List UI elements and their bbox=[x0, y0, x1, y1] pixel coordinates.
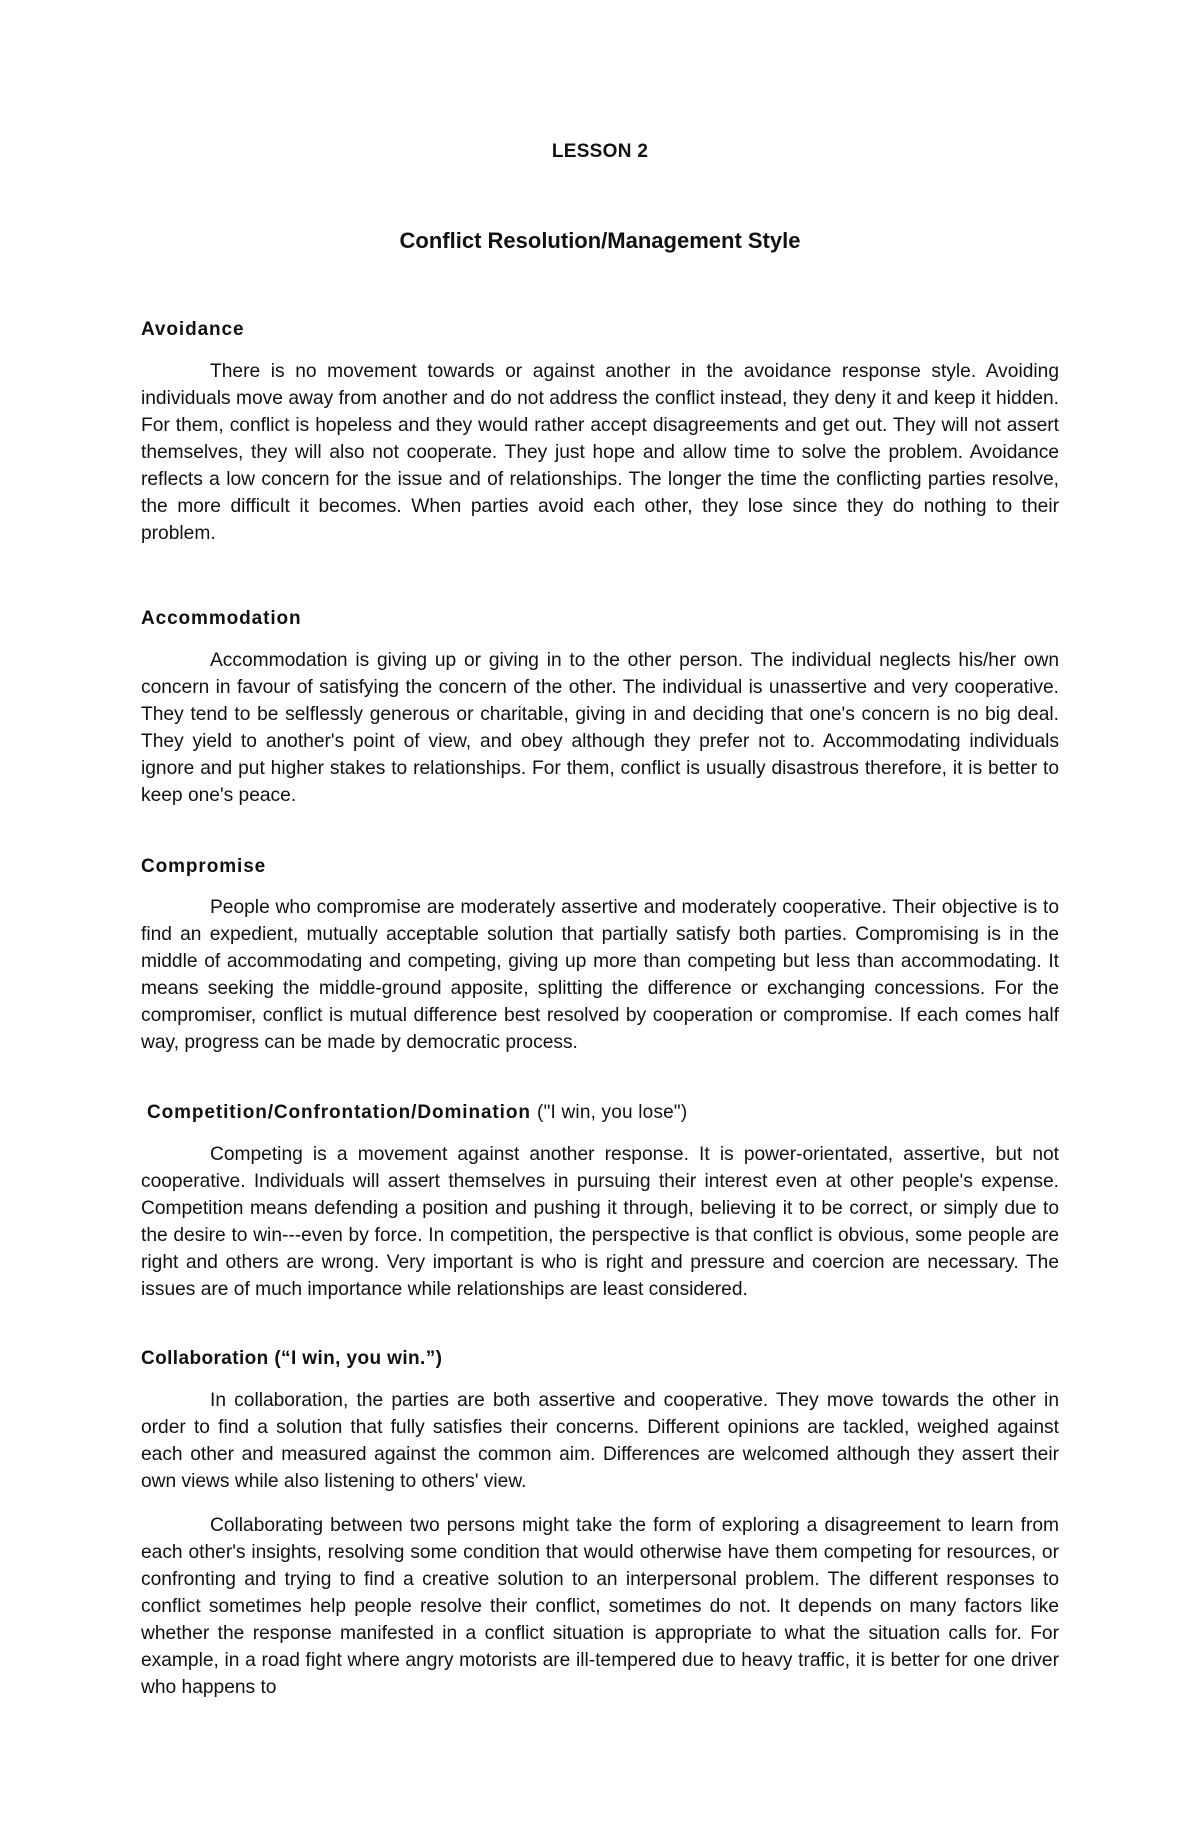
heading-competition bbox=[147, 1102, 687, 1124]
paragraph-compromise: People who compromise are moderately assertive and moderately cooperative. Their objective is to find an expedient, mutually acceptable solution that partially satisfy both parties. Compromising is in the middle of accommodating and competing, giving up more than competing but less than accommodating. It means seeking the middle-ground apposite, splitting the difference or exchanging concessions. For the compromiser, conflict is mutual difference best resolved by cooperation or compromise. If each comes half way, progress can be made by democratic process. bbox=[141, 897, 1059, 1053]
paragraph-accommodation: Accommodation is giving up or giving in to the other person. The individual neglects his/her own concern in favour of satisfying the concern of the other. The individual is unassertive and very cooperative. They tend to be selflessly generous or charitable, giving in and deciding that one's concern is no big deal. They yield to another's point of view, and obey although they prefer not to. Accommodating individuals ignore and put higher stakes to relationships. For them, conflict is usually disastrous therefore, it is better to keep one's peace. bbox=[141, 650, 1059, 806]
paragraph-collaboration-1: In collaboration, the parties are both assertive and cooperative. They move towards the other in order to find a solution that fully satisfies their concerns. Different opinions are tackled, weighed against each other and measured against the common aim. Differences are welcomed although they assert their own views while also listening to others' view. bbox=[141, 1390, 1059, 1492]
heading-accommodation: Accommodation bbox=[141, 608, 302, 629]
paragraph-avoidance: There is no movement towards or against another in the avoidance response style. Avoiding individuals move away from another and do not address the conflict instead, they deny it and keep it hidden. For them, conflict is hopeless and they would rather accept disagreements and get out. They will not assert themselves, they will also not cooperate. They just hope and allow time to solve the problem. Avoidance reflects a low concern for the issue and of relationships. The longer the time the conflicting parties resolve, the more difficult it becomes. When parties avoid each other, they lose since they do nothing to their problem. bbox=[141, 361, 1059, 544]
document-title: Conflict Resolution/Management Style bbox=[399, 228, 801, 253]
heading-compromise: Compromise bbox=[141, 856, 267, 877]
paragraph-collaboration-2: Collaborating between two persons might take the form of exploring a disagreement to learn from each other's insights, resolving some condition that would otherwise have them competing for resources, or confronting and trying to find a creative solution to an interpersonal problem. The different responses to conflict sometimes help people resolve their conflict, sometimes do not. It depends on many factors like whether the response manifested in a conflict situation is appropriate to what the situation calls for. For example, in a road fight where angry motorists are ill-tempered due to heavy traffic, it is better for one driver who happens to bbox=[141, 1515, 1059, 1698]
lesson-label: LESSON 2 bbox=[551, 141, 649, 162]
paragraph-competition: Competing is a movement against another response. It is power-orientated, assertive, but not cooperative. Individuals will assert themselves in pursuing their interest even at other people's expense. Competition means defending a position and pushing it through, believing it to be correct, or simply due to the desire to win---even by force. In competition, the perspective is that conflict is obvious, some people are right and others are wrong. Very important is who is right and pressure and coercion are necessary. The issues are of much importance while relationships are least considered. bbox=[141, 1144, 1059, 1300]
heading-avoidance: Avoidance bbox=[141, 319, 245, 340]
heading-competition-note: ("I win, you lose") bbox=[537, 1102, 688, 1123]
heading-collaboration: Collaboration (“I win, you win.”) bbox=[141, 1348, 443, 1369]
heading-competition-label: Competition/Confrontation/Domination bbox=[147, 1102, 531, 1123]
